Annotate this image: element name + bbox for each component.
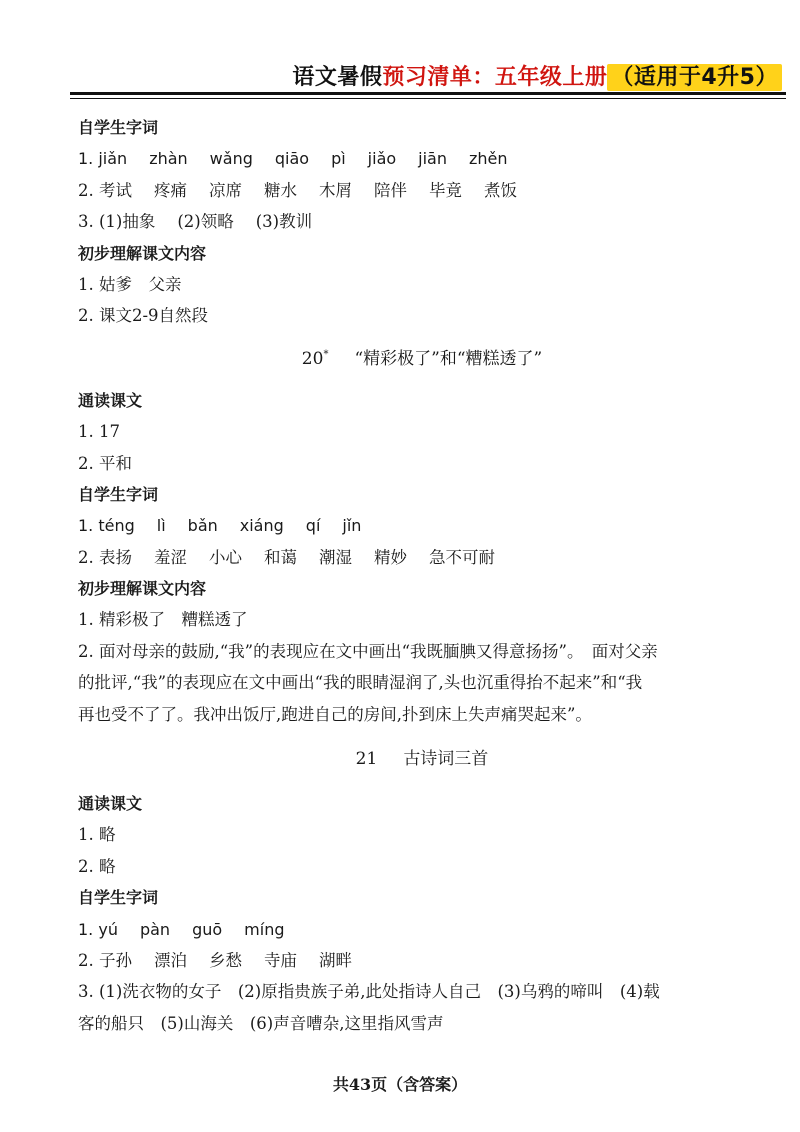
vocab-answer: [78, 206, 738, 237]
pinyin-answer: [78, 143, 738, 174]
paragraph-line: 的批评,“我”的表现应在文中画出“我的眼睛湿润了,头也沉重得抬不起来”和“我: [78, 673, 643, 693]
answer-paragraph: [78, 976, 738, 1039]
pinyin-answer: [78, 914, 738, 945]
pinyin-item: jiǎo: [367, 149, 397, 169]
header-grade-badge: （适用于4升5）: [607, 64, 782, 91]
header-subtitle: 预习清单：五年级上册: [382, 65, 608, 90]
vocab-item: 3. (1)抽象: [78, 212, 156, 232]
word-item: 煮饭: [484, 180, 517, 200]
answer-line: 2. 略: [78, 856, 116, 876]
section-heading: 初步理解课文内容: [78, 243, 207, 263]
page-content: [78, 112, 738, 1039]
word-item: 毕竟: [429, 180, 462, 200]
header-rule: [70, 92, 786, 95]
lesson-number: 21: [355, 749, 378, 770]
paragraph-line: 3. (1)洗衣物的女子 (2)原指贵族子弟,此处指诗人自己 (3)乌鸦的啼叫 (4)载: [78, 982, 660, 1002]
lesson-mark: *: [323, 348, 329, 360]
pinyin-item: qiāo: [274, 149, 310, 169]
paragraph-line: 客的船只 (5)山海关 (6)声音嘈杂,这里指风雪声: [78, 1013, 444, 1033]
word-item: 2. 子孙: [78, 951, 132, 971]
paragraph-line: 再也受不了了。我冲出饭厅,跑进自己的房间,扑到床上失声痛哭起来”。: [78, 704, 592, 724]
pinyin-item: jǐn: [342, 516, 362, 536]
word-item: 疼痛: [154, 180, 187, 200]
page-header: [292, 60, 782, 90]
pinyin-item: guō: [192, 919, 223, 939]
answer-line: 1. 略: [78, 825, 116, 845]
pinyin-item: zhěn: [469, 149, 508, 169]
page-footer: 共43页（含答案）: [332, 1075, 468, 1094]
word-item: 湖畔: [319, 951, 352, 971]
lesson-title: [78, 740, 738, 778]
word-answer: [78, 542, 738, 573]
pinyin-item: wǎng: [209, 149, 253, 169]
section-heading: 自学生字词: [78, 118, 159, 137]
word-item: 小心: [209, 547, 242, 567]
paragraph-line: 2. 面对母亲的鼓励,“我”的表现应在文中画出“我既腼腆又得意扬扬”。 面对父亲: [78, 641, 658, 661]
answer-line: 1. 姑爹 父亲: [78, 274, 182, 294]
lesson-name: “精彩极了”和“糟糕透了”: [354, 348, 543, 369]
pinyin-item: 1. yú: [78, 919, 118, 939]
word-item: 木屑: [319, 180, 352, 200]
answer-line: 2. 平和: [78, 453, 132, 473]
lesson-title: [78, 340, 738, 378]
word-item: 陪伴: [374, 180, 407, 200]
lesson-name: 古诗词三首: [403, 749, 489, 770]
section-heading: 通读课文: [78, 794, 143, 814]
word-item: 糖水: [264, 180, 297, 200]
pinyin-item: jiān: [418, 149, 447, 169]
vocab-item: (3)教训: [255, 212, 313, 232]
pinyin-item: bǎn: [187, 516, 218, 536]
section-heading: 初步理解课文内容: [78, 579, 207, 599]
word-item: 凉席: [209, 180, 242, 200]
vocab-item: (2)领略: [177, 212, 234, 232]
word-item: 2. 考试: [78, 180, 132, 200]
word-item: 乡愁: [209, 951, 242, 971]
answer-line: 1. 17: [78, 422, 120, 442]
word-item: 潮湿: [319, 547, 352, 567]
word-item: 和蔼: [264, 547, 297, 567]
word-item: 漂泊: [154, 951, 187, 971]
pinyin-item: pàn: [139, 919, 171, 939]
header-title: 语文暑假: [292, 65, 383, 90]
pinyin-item: pì: [331, 149, 346, 169]
pinyin-item: lì: [156, 516, 166, 536]
lesson-number: 20*: [301, 348, 329, 369]
word-item: 精妙: [374, 547, 407, 567]
word-item: 寺庙: [264, 951, 297, 971]
word-answer: [78, 945, 738, 976]
section-heading: 自学生字词: [78, 888, 159, 908]
pinyin-item: míng: [244, 919, 285, 939]
answer-line: 2. 课文2-9自然段: [78, 306, 209, 326]
word-answer: [78, 175, 738, 206]
word-item: 急不可耐: [429, 547, 495, 567]
pinyin-item: 1. jiǎn: [78, 149, 128, 169]
pinyin-item: zhàn: [149, 149, 188, 169]
header-rule-thin: [70, 98, 786, 99]
section-heading: 自学生字词: [78, 484, 159, 504]
answer-paragraph: [78, 636, 738, 730]
pinyin-item: qí: [305, 516, 321, 536]
section-heading: 通读课文: [78, 390, 143, 410]
pinyin-item: xiáng: [239, 516, 284, 536]
pinyin-item: 1. téng: [78, 516, 135, 536]
word-item: 2. 表扬: [78, 547, 132, 567]
answer-line: 1. 精彩极了 糟糕透了: [78, 610, 248, 630]
word-item: 羞涩: [154, 547, 187, 567]
pinyin-answer: [78, 510, 738, 541]
